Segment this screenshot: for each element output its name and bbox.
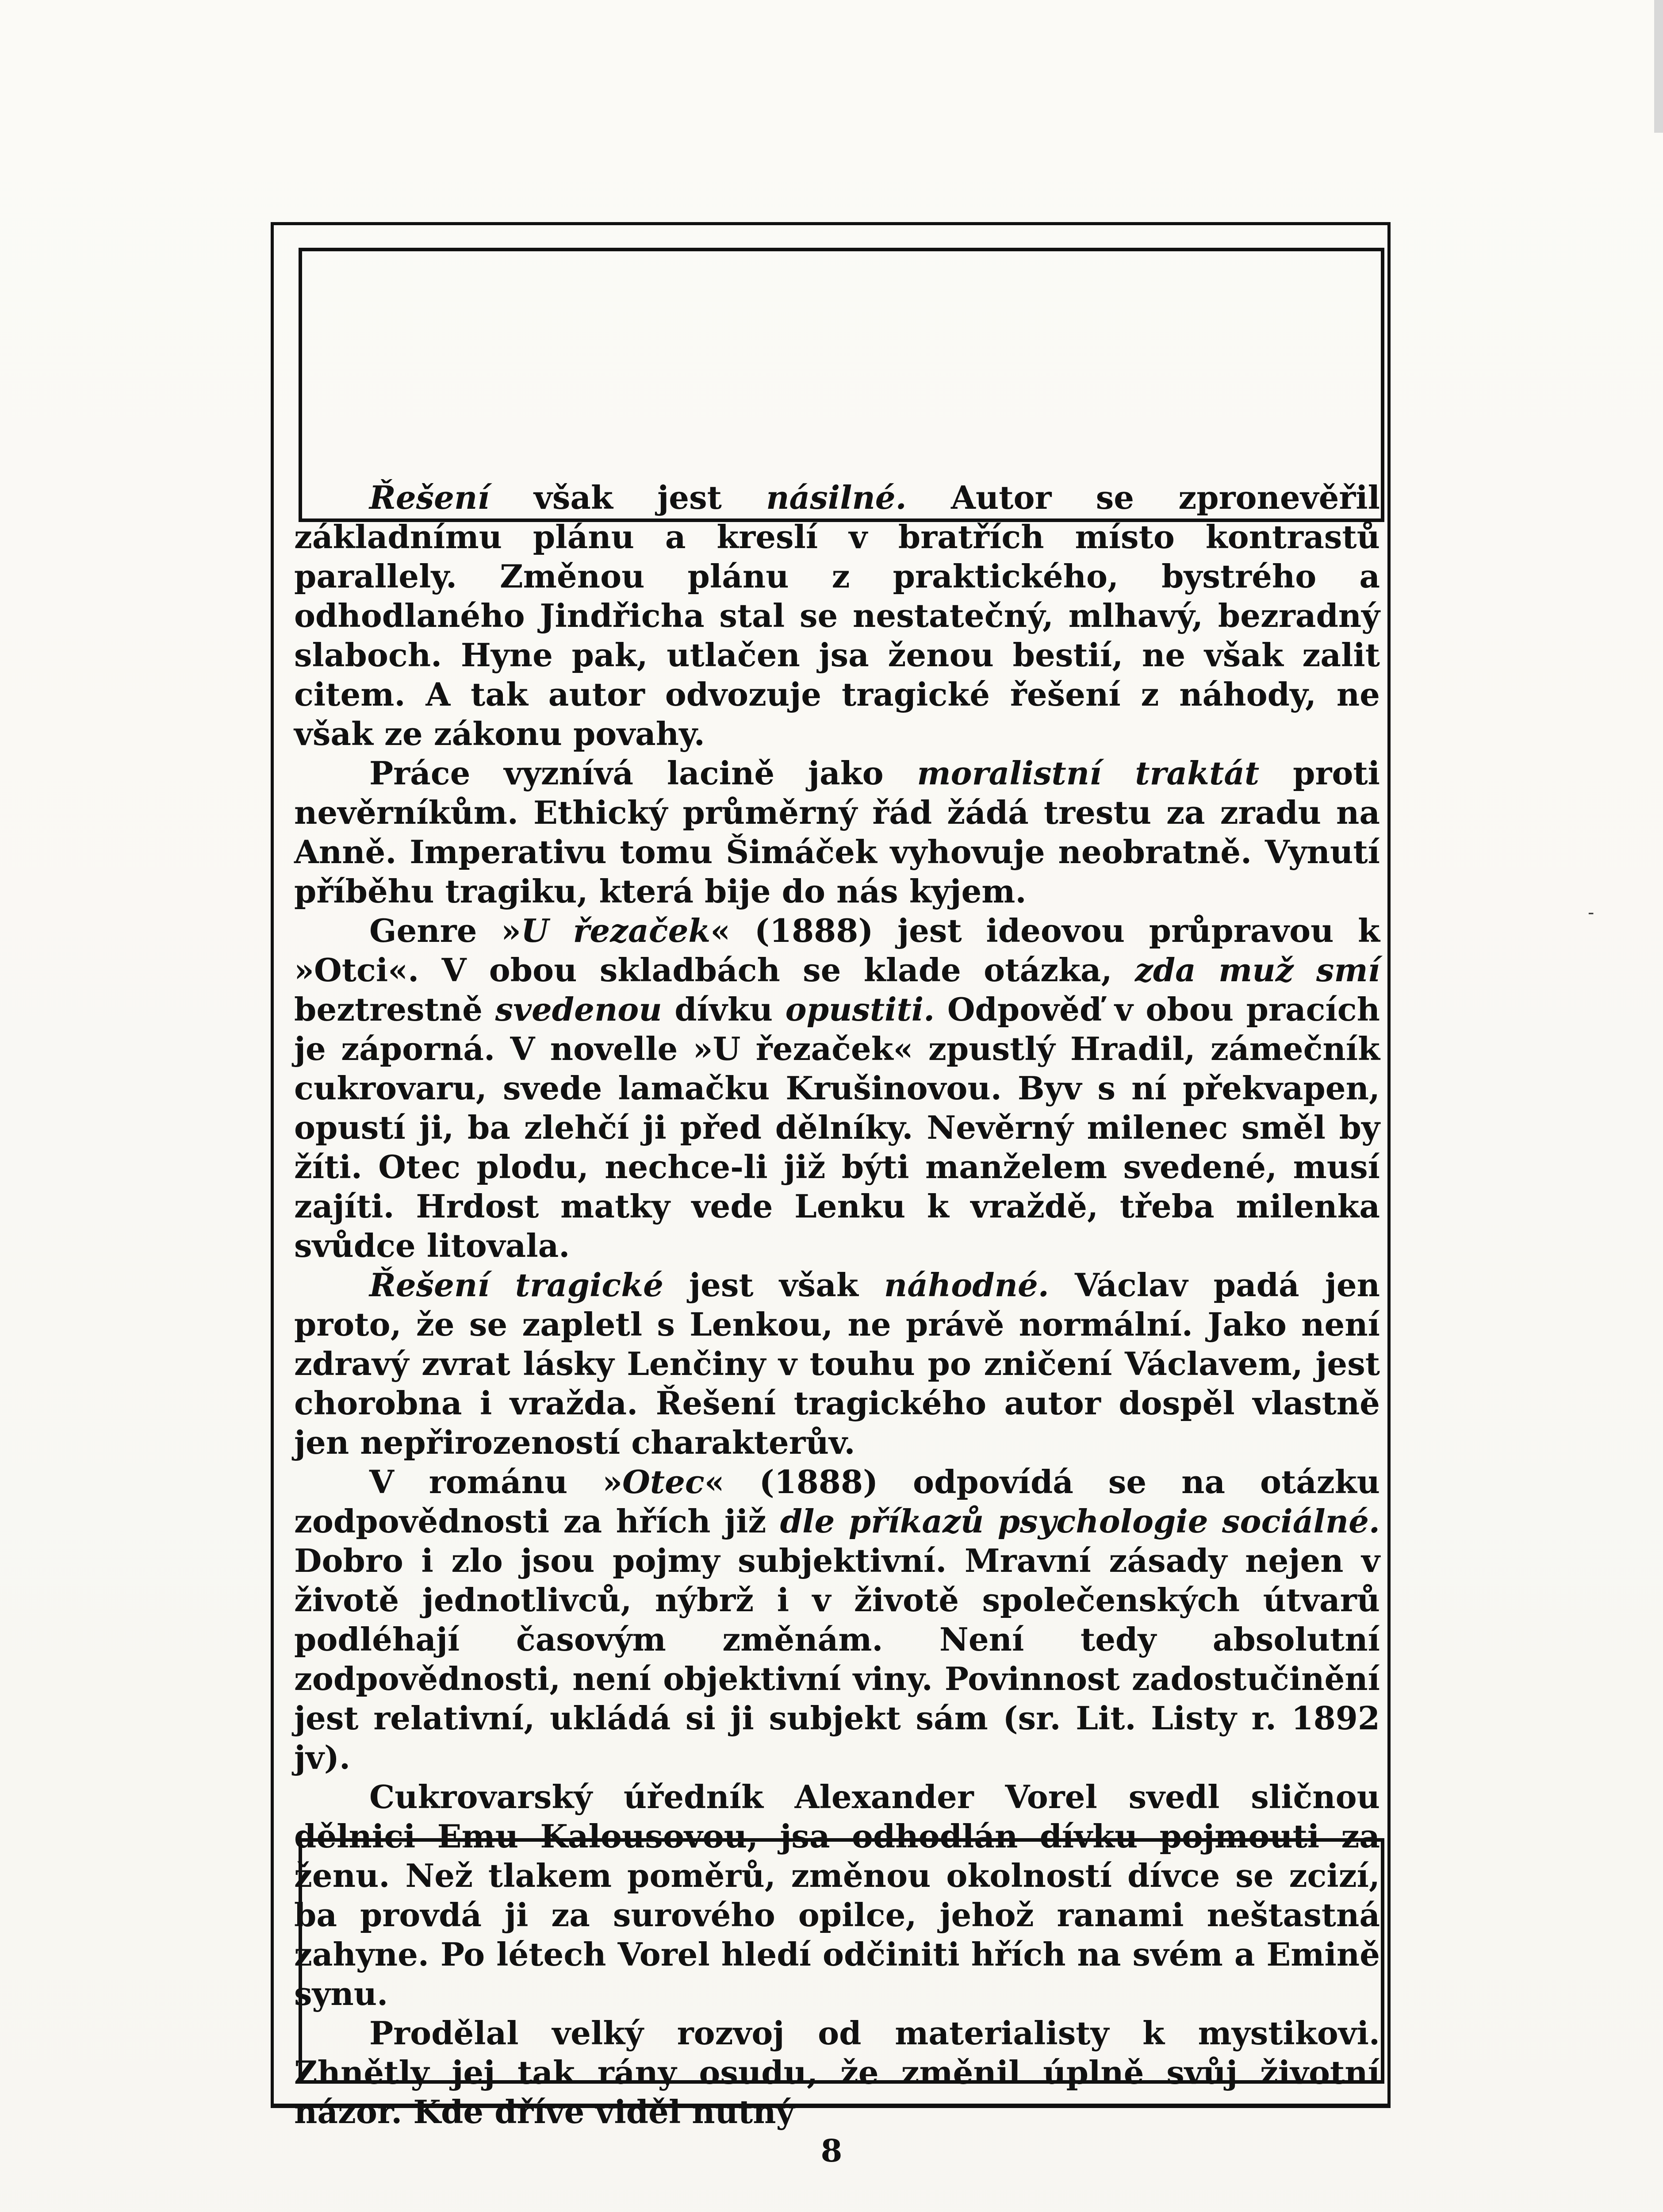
italic-run: Řešení xyxy=(369,479,490,516)
text-run: Prodělal velký rozvoj od materialisty k mystikovi. Zhnětly jej tak rány osudu, že změnil úplně svůj životní názor. Kde dříve viděl nutný xyxy=(294,2014,1380,2131)
text-run: dívku xyxy=(662,991,786,1028)
italic-run: svedenou xyxy=(495,991,662,1028)
paragraph xyxy=(294,1265,1380,1462)
italic-run: Řešení tragické xyxy=(369,1266,663,1304)
frame-left-line xyxy=(271,222,274,2108)
paragraph xyxy=(294,1462,1380,1777)
italic-run: U řezaček xyxy=(521,912,711,949)
margin-mark: - xyxy=(1588,902,1594,923)
italic-run: Otec xyxy=(622,1463,705,1501)
italic-run: opustiti. xyxy=(785,991,935,1028)
text-run: proti nevěrníkům. Ethický průměrný řád žádá trestu za zradu na Anně. Imperativu tomu Šimáček vyhovuje neobratně. Vynutí příběhu tragiku, která bije do nás kyjem. xyxy=(294,754,1380,910)
frame-top-line xyxy=(271,222,1391,225)
italic-run: zda muž smí xyxy=(1134,951,1380,989)
text-run: Autor se zpronevěřil základnímu plánu a kreslí v bratřích místo kontrastů parallely. Změnou plánu z praktického, bystrého a odhodlaného Jindřicha stal se nestatečný, mlhavý, bezradný slaboch. Hyne pak, utlačen jsa ženou bestií, ne však zalit citem. A tak autor odvozuje tragické řešení z náhody, ne však ze zákonu povahy. xyxy=(294,479,1380,753)
italic-run: dle příkazů psychologie sociálné. xyxy=(780,1502,1380,1540)
text-run: « (1888) odpovídá se na otázku zodpovědnosti za hřích již xyxy=(294,1463,1380,1540)
text-run: Genre » xyxy=(369,912,521,949)
italic-run: moralistní traktát xyxy=(917,754,1260,792)
text-run: beztrestně xyxy=(294,991,495,1028)
text-run: « (1888) jest ideovou průpravou k »Otci«. V obou skladbách se klade otázka, xyxy=(294,912,1380,989)
text-run: Práce vyznívá lacině jako xyxy=(369,754,917,792)
text-run: Cukrovarský úředník Alexander Vorel svedl sličnou dělnici Emu Kalousovou, jsa odhodlán dívku pojmouti za ženu. Než tlakem poměrů, změnou okolností dívce se zcizí, ba provdá ji za surového opilce, jehož ranami neštastná zahyne. Po létech Vorel hledí odčiniti hřích na svém a Emině synu. xyxy=(294,1778,1380,2012)
text-run: jest však xyxy=(663,1266,884,1304)
paragraph xyxy=(294,478,1380,753)
paragraph xyxy=(294,753,1380,911)
text-run: V románu » xyxy=(369,1463,623,1501)
paragraph xyxy=(294,911,1380,1265)
footer-empty-box xyxy=(299,1838,1384,2084)
scan-edge xyxy=(1654,0,1663,133)
text-run: Odpověď v obou pracích je záporná. V novelle »U řezaček« zpustlý Hradil, zámečník cukrovaru, svede lamačku Krušinovou. Byv s ní překvapen, opustí ji, ba zlehčí ji před dělníky. Nevěrný milenec směl by žíti. Otec plodu, nechce-li již býti manželem svedené, musí zajíti. Hrdost matky vede Lenku k vraždě, třeba milenka svůdce litovala. xyxy=(294,991,1380,1264)
text-run: Václav padá jen proto, že se zapletl s Lenkou, ne právě normální. Jako není zdravý zvrat lásky Lenčiny v touhu po zničení Václavem, jest chorobna i vražda. Řešení tragického autor dospěl vlastně jen nepřirozeností charakterův. xyxy=(294,1266,1380,1461)
frame-right-line xyxy=(1387,222,1391,2108)
page-number: 8 xyxy=(820,2132,843,2169)
italic-run: násilné. xyxy=(766,479,907,516)
text-run: Dobro i zlo jsou pojmy subjektivní. Mravní zásady nejen v životě jednotlivců, nýbrž i v životě společenských útvarů podléhají časovým změnám. Není tedy absolutní zodpovědnosti, není objektivní viny. Povinnost zadostučinění jest relativní, ukládá si ji subjekt sám (sr. Lit. Listy r. 1892 jv). xyxy=(294,1542,1380,1776)
italic-run: náhodné. xyxy=(884,1266,1049,1304)
text-run: však jest xyxy=(489,479,766,516)
